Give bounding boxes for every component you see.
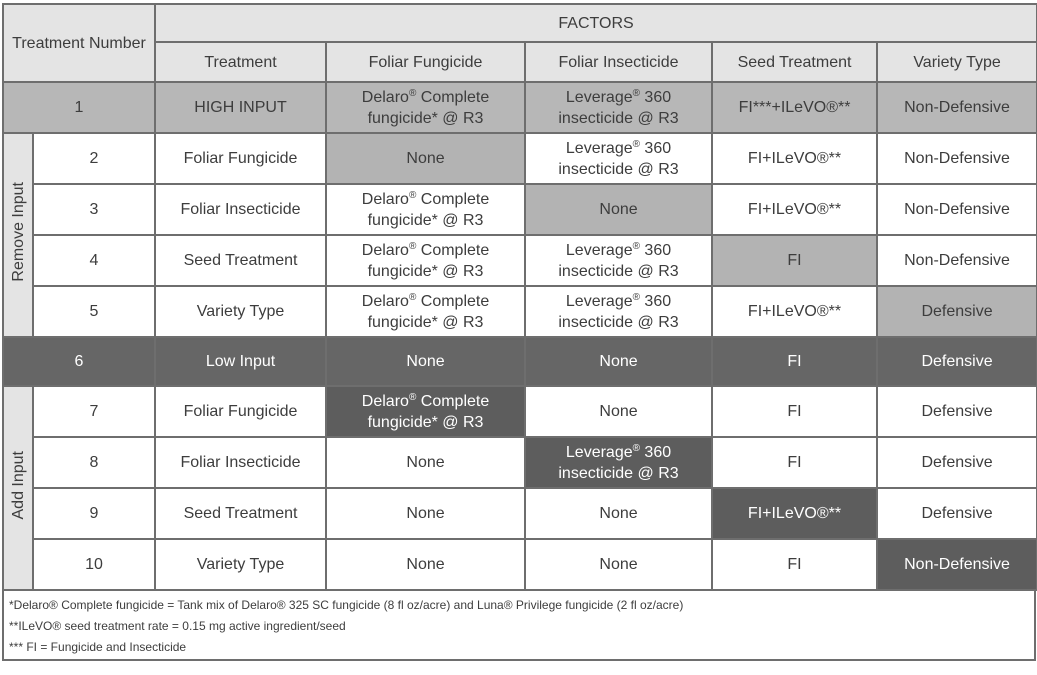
fungicide-cell: Delaro® Complete fungicide* @ R3 [326,386,525,437]
variety-cell: Non-Defensive [877,184,1037,235]
col-header-seed-treatment: Seed Treatment [712,42,877,82]
fungicide-cell: None [326,437,525,488]
treatment-number-cell: 8 [33,437,155,488]
seed-cell: FI+ILeVO®** [712,286,877,337]
treatment-number-header: Treatment Number [3,4,155,82]
remove-input-group-label: Remove Input [3,133,33,337]
insecticide-cell: Leverage® 360 insecticide @ R3 [525,133,712,184]
table-row [3,133,1037,184]
variety-cell: Defensive [877,437,1037,488]
variety-cell: Non-Defensive [877,539,1037,590]
treatment-cell: HIGH INPUT [155,82,326,133]
variety-cell: Defensive [877,386,1037,437]
insecticide-cell: None [525,337,712,386]
insecticide-cell: Leverage® 360 insecticide @ R3 [525,437,712,488]
treatment-cell: Foliar Insecticide [155,184,326,235]
footnotes [2,591,1036,661]
variety-cell: Non-Defensive [877,235,1037,286]
treatment-cell: Foliar Fungicide [155,133,326,184]
factors-header: FACTORS [155,4,1037,42]
treatment-number-cell: 2 [33,133,155,184]
seed-cell: FI+ILeVO®** [712,133,877,184]
variety-cell: Non-Defensive [877,133,1037,184]
table-row [3,286,1037,337]
insecticide-cell: None [525,539,712,590]
treatment-number-cell: 5 [33,286,155,337]
insecticide-cell: None [525,488,712,539]
fungicide-cell: Delaro® Complete fungicide* @ R3 [326,286,525,337]
treatment-number-cell: 10 [33,539,155,590]
seed-cell: FI+ILeVO®** [712,488,877,539]
insecticide-cell: Leverage® 360 insecticide @ R3 [525,235,712,286]
insecticide-cell: Leverage® 360 insecticide @ R3 [525,286,712,337]
treatment-number-cell: 1 [3,82,155,133]
variety-cell: Defensive [877,488,1037,539]
add-input-group-label: Add Input [3,386,33,590]
seed-cell: FI [712,235,877,286]
treatment-number-cell: 9 [33,488,155,539]
treatment-cell: Low Input [155,337,326,386]
treatment-table [2,3,1037,591]
treatment-cell: Seed Treatment [155,488,326,539]
footnote: **ILeVO® seed treatment rate = 0.15 mg active ingredient/seed [9,619,346,633]
treatment-number-cell: 4 [33,235,155,286]
table-row [3,539,1037,590]
table-row [3,82,1037,133]
treatment-cell: Variety Type [155,539,326,590]
table-row [3,235,1037,286]
seed-cell: FI [712,539,877,590]
fungicide-cell: Delaro® Complete fungicide* @ R3 [326,184,525,235]
variety-cell: Non-Defensive [877,82,1037,133]
fungicide-cell: None [326,337,525,386]
table-row [3,184,1037,235]
treatment-number-cell: 7 [33,386,155,437]
treatment-cell: Variety Type [155,286,326,337]
insecticide-cell: None [525,184,712,235]
treatment-number-cell: 6 [3,337,155,386]
treatment-cell: Seed Treatment [155,235,326,286]
insecticide-cell: Leverage® 360 insecticide @ R3 [525,82,712,133]
treatment-cell: Foliar Insecticide [155,437,326,488]
seed-cell: FI [712,337,877,386]
seed-cell: FI+ILeVO®** [712,184,877,235]
col-header-foliar-fungicide: Foliar Fungicide [326,42,525,82]
fungicide-cell: Delaro® Complete fungicide* @ R3 [326,82,525,133]
seed-cell: FI [712,386,877,437]
fungicide-cell: None [326,539,525,590]
table-row [3,386,1037,437]
table-row [3,437,1037,488]
seed-cell: FI***+ILeVO®** [712,82,877,133]
footnote: *Delaro® Complete fungicide = Tank mix of Delaro® 325 SC fungicide (8 fl oz/acre) and Luna® Privilege fungicide (2 fl oz/acre) [9,598,684,612]
col-header-variety-type: Variety Type [877,42,1037,82]
treatment-table-container [2,3,1036,661]
fungicide-cell: Delaro® Complete fungicide* @ R3 [326,235,525,286]
fungicide-cell: None [326,488,525,539]
treatment-number-cell: 3 [33,184,155,235]
table-row [3,488,1037,539]
col-header-foliar-insecticide: Foliar Insecticide [525,42,712,82]
insecticide-cell: None [525,386,712,437]
col-header-treatment: Treatment [155,42,326,82]
footnote: *** FI = Fungicide and Insecticide [9,640,187,654]
treatment-cell: Foliar Fungicide [155,386,326,437]
fungicide-cell: None [326,133,525,184]
table-row [3,337,1037,386]
variety-cell: Defensive [877,286,1037,337]
variety-cell: Defensive [877,337,1037,386]
seed-cell: FI [712,437,877,488]
